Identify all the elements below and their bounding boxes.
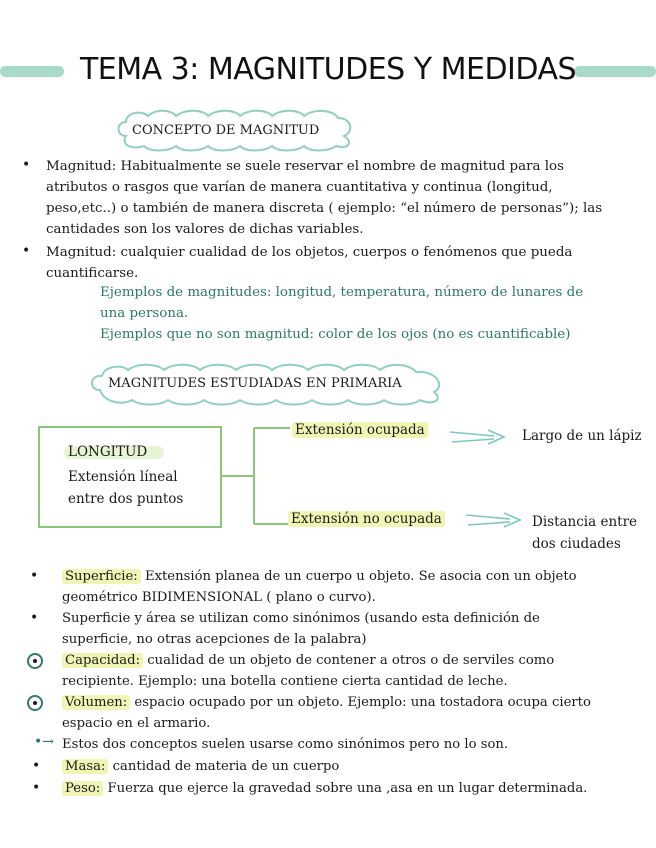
capacidad-item: Capacidad: cualidad de un objeto de contener a otros o de serviles como recipiente. Ejemplo: una botella contiene cierta cantidad de leche.: [62, 653, 555, 689]
circled-dot-icon: [27, 695, 43, 711]
bullet-dot: •: [32, 780, 41, 796]
bullet-dot: •: [32, 758, 41, 774]
page-title: TEMA 3: MAGNITUDES Y MEDIDAS: [79, 52, 577, 87]
sinonimos-item: Superficie y área se utilizan como sinónimos (usando esta definición de superficie, no otras acepciones de la palabra): [62, 611, 540, 647]
magnitud-definition-1: Magnitud: Habitualmente se suele reservar el nombre de magnitud para los atributos o rasgos que varían de manera cuantitativa y continua (longitud, peso,etc..) o también de manera discreta ( ejemplo: “el número de personas”); las cantidades son los valores de dichas variables.: [46, 159, 603, 237]
branch-extension-ocupada: Extensión ocupada: [292, 422, 428, 438]
longitud-description: Extensión líneal entre dos puntos: [68, 469, 184, 507]
examples-block: Ejemplos de magnitudes: longitud, temperatura, número de lunares de una persona. Ejemplos que no son magnitud: color de los ojos (no es cuantificable): [100, 285, 584, 342]
peso-item: Peso: Fuerza que ejerce la gravedad sobre una ,asa en un lugar determinada.: [62, 778, 642, 799]
bullet-dot: •: [22, 243, 31, 259]
bullet-dot: •: [22, 157, 31, 173]
longitud-label: LONGITUD: [68, 444, 148, 460]
bullet-dot: •: [30, 568, 39, 584]
nota-item: Estos dos conceptos suelen usarse como sinónimos pero no lo son.: [62, 737, 509, 752]
example-largo-lapiz: Largo de un lápiz: [522, 428, 642, 444]
magnitud-definition-2: Magnitud: cualquier cualidad de los objetos, cuerpos o fenómenos que pueda cuantificarse.: [46, 245, 573, 281]
bullet-dot: •: [30, 610, 39, 626]
circled-dot-icon: [27, 653, 43, 669]
volumen-item: Volumen: espacio ocupado por un objeto. Ejemplo: una tostadora ocupa cierto espacio en el armario.: [62, 695, 591, 731]
section-heading-concepto: CONCEPTO DE MAGNITUD: [132, 123, 320, 138]
section-heading-primaria: MAGNITUDES ESTUDIADAS EN PRIMARIA: [108, 376, 402, 391]
masa-item: Masa: cantidad de materia de un cuerpo: [62, 756, 642, 777]
example-distancia: Distancia entre dos ciudades: [532, 514, 638, 552]
arrow-right-icon: •→: [34, 734, 54, 750]
superficie-item: Superficie: Extensión planea de un cuerpo u objeto. Se asocia con un objeto geométrico BIDIMENSIONAL ( plano o curvo).: [62, 569, 577, 605]
branch-extension-no-ocupada: Extensión no ocupada: [288, 511, 445, 527]
